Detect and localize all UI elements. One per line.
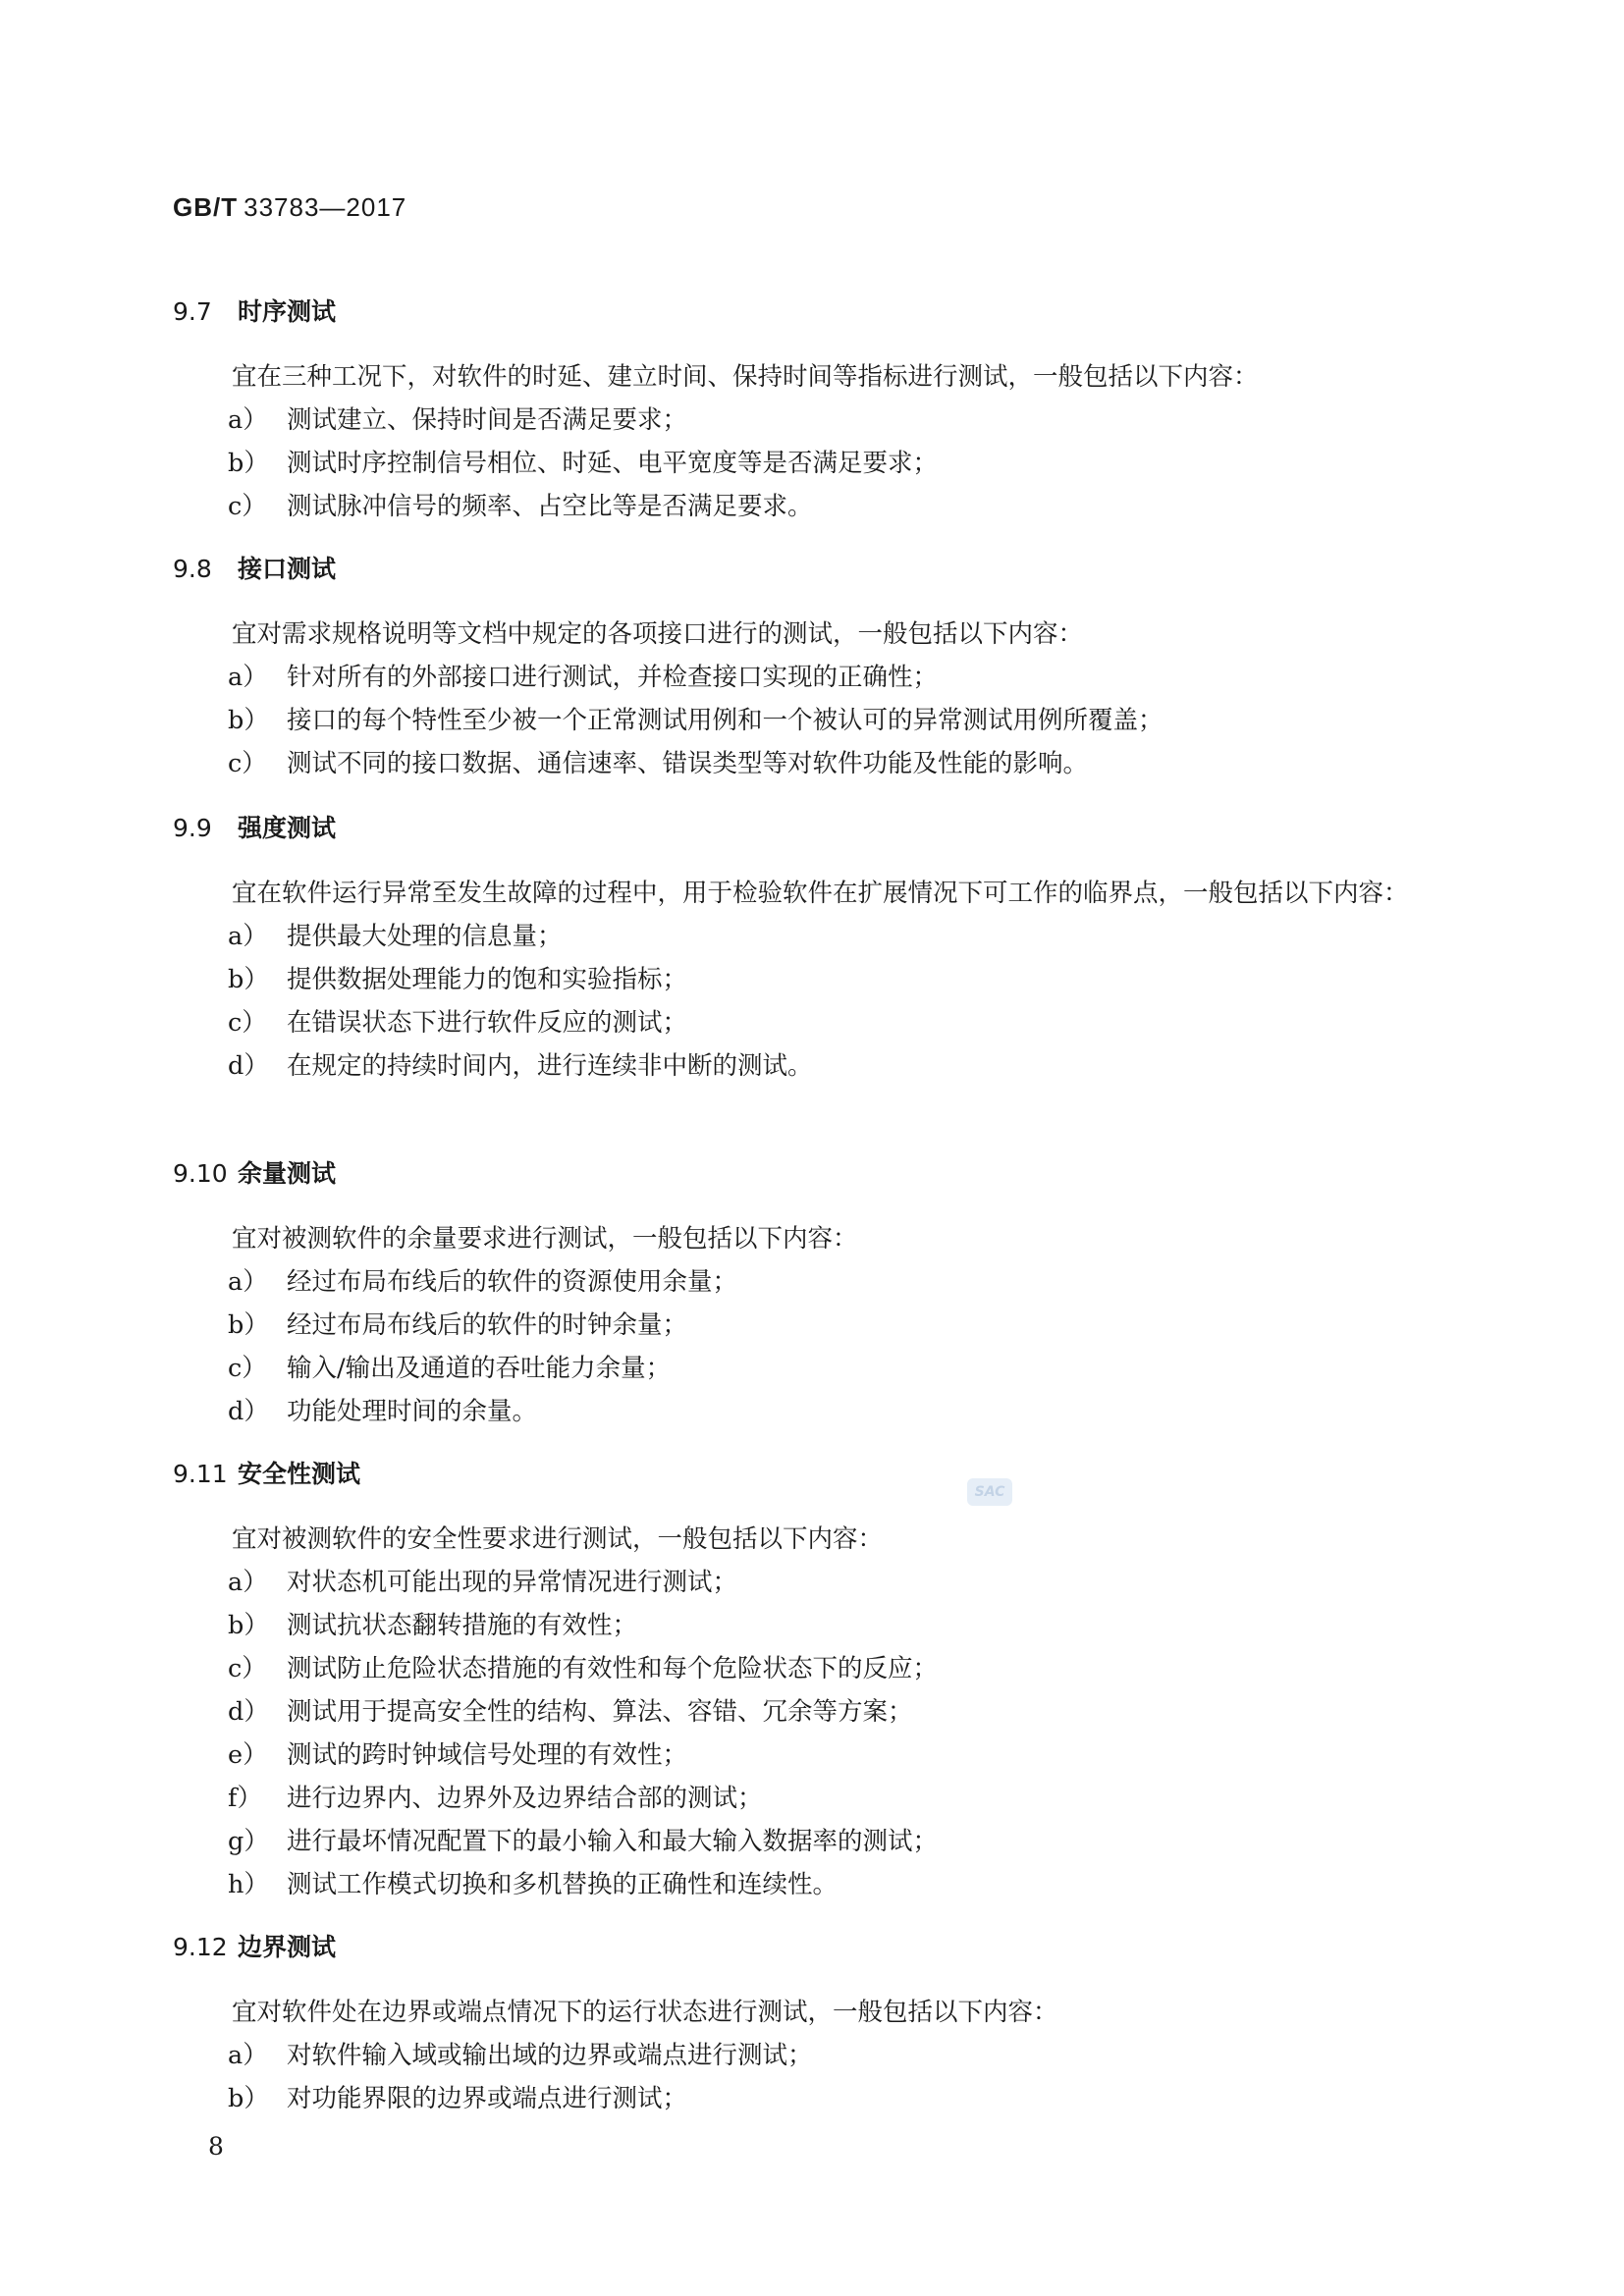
section-heading <box>173 1453 1459 1496</box>
list-item-text: 测试用于提高安全性的结构、算法、容错、冗余等方案； <box>287 1697 913 1727</box>
section-title: 时序测试 <box>238 297 337 326</box>
section-title: 边界测试 <box>238 1933 337 1961</box>
list-item-label: c） <box>228 1008 267 1038</box>
list-item-text: 在规定的持续时间内，进行连续非中断的测试。 <box>287 1051 813 1081</box>
section-heading <box>173 1152 1459 1196</box>
list-item <box>173 485 1459 528</box>
section-number: 9.10 <box>173 1159 228 1188</box>
list-item-label: c） <box>228 1654 267 1683</box>
section-title: 余量测试 <box>238 1159 337 1188</box>
list-item-label: b） <box>228 1611 269 1640</box>
section-intro: 宜在三种工况下，对软件的时延、建立时间、保持时间等指标进行测试，一般包括以下内容： <box>232 362 1259 392</box>
list-item-text: 功能处理时间的余量。 <box>287 1397 538 1426</box>
list-item-label: a） <box>228 663 268 692</box>
list-item <box>173 1777 1459 1820</box>
section-9-12 <box>173 1926 1459 2120</box>
section-title: 接口测试 <box>238 555 337 583</box>
section-intro: 宜对软件处在边界或端点情况下的运行状态进行测试，一般包括以下内容： <box>232 1998 1058 2027</box>
list-item <box>173 2077 1459 2120</box>
list-item-label: e） <box>228 1740 268 1770</box>
list-item-label: a） <box>228 1568 268 1597</box>
list-item <box>173 1044 1459 1088</box>
list-item-label: b） <box>228 449 269 478</box>
list-item <box>173 442 1459 485</box>
list-item-text: 测试建立、保持时间是否满足要求； <box>287 405 688 435</box>
list-item-label: b） <box>228 1310 269 1340</box>
list-item-text: 测试防止危险状态措施的有效性和每个危险状态下的反应； <box>287 1654 939 1683</box>
list-item-label: a） <box>228 405 268 435</box>
list-item-text: 输入/输出及通道的吞吐能力余量； <box>287 1354 672 1383</box>
list-item-text: 测试时序控制信号相位、时延、电平宽度等是否满足要求； <box>287 449 939 478</box>
list-item <box>173 699 1459 742</box>
list-item-text: 测试脉冲信号的频率、占空比等是否满足要求。 <box>287 492 813 521</box>
list-item <box>173 2034 1459 2077</box>
list-item-text: 测试的跨时钟域信号处理的有效性； <box>287 1740 688 1770</box>
list-item <box>173 742 1459 785</box>
list-item-text: 对状态机可能出现的异常情况进行测试； <box>287 1568 738 1597</box>
section-9-11 <box>173 1453 1459 1906</box>
section-title: 强度测试 <box>238 814 337 842</box>
list-item <box>173 958 1459 1001</box>
list-item-label: c） <box>228 1354 267 1383</box>
list-item <box>173 656 1459 699</box>
standard-code: GB/T <box>173 192 239 222</box>
list-item <box>173 1734 1459 1777</box>
list-item <box>173 1390 1459 1433</box>
list-item-label: b） <box>228 965 269 994</box>
list-item <box>173 1690 1459 1734</box>
list-item-label: g） <box>228 1827 269 1856</box>
list-item <box>173 1647 1459 1690</box>
list-item-label: d） <box>228 1397 269 1426</box>
list-item <box>173 1863 1459 1906</box>
list-item <box>173 1820 1459 1863</box>
sac-watermark: SAC <box>967 1478 1012 1506</box>
list-item-label: b） <box>228 2084 269 2113</box>
section-intro: 宜对被测软件的安全性要求进行测试，一般包括以下内容： <box>232 1524 884 1554</box>
document-identifier <box>173 192 406 223</box>
page-number: 8 <box>208 2132 224 2161</box>
list-item-text: 在错误状态下进行软件反应的测试； <box>287 1008 688 1038</box>
section-9-7 <box>173 291 1459 528</box>
list-item <box>173 1001 1459 1044</box>
standard-number: 33783—2017 <box>244 192 407 222</box>
section-heading <box>173 1926 1459 1969</box>
list-item-label: a） <box>228 922 268 951</box>
list-item <box>173 1604 1459 1647</box>
list-item-text: 提供数据处理能力的饱和实验指标； <box>287 965 688 994</box>
list-item <box>173 1304 1459 1347</box>
list-item-label: c） <box>228 749 267 778</box>
list-item-text: 对软件输入域或输出域的边界或端点进行测试； <box>287 2041 813 2070</box>
list-item-text: 对功能界限的边界或端点进行测试； <box>287 2084 688 2113</box>
list-item-text: 进行边界内、边界外及边界结合部的测试； <box>287 1784 763 1813</box>
list-item-text: 测试不同的接口数据、通信速率、错误类型等对软件功能及性能的影响。 <box>287 749 1089 778</box>
list-item <box>173 915 1459 958</box>
section-number: 9.12 <box>173 1933 228 1961</box>
list-item-label: a） <box>228 2041 268 2070</box>
section-number: 9.11 <box>173 1460 228 1488</box>
section-heading <box>173 807 1459 850</box>
list-item-label: f） <box>228 1784 262 1813</box>
list-item <box>173 399 1459 442</box>
list-item-text: 测试抗状态翻转措施的有效性； <box>287 1611 638 1640</box>
list-item-text: 进行最坏情况配置下的最小输入和最大输入数据率的测试； <box>287 1827 939 1856</box>
section-intro: 宜对需求规格说明等文档中规定的各项接口进行的测试，一般包括以下内容： <box>232 619 1084 649</box>
section-intro: 宜在软件运行异常至发生故障的过程中，用于检验软件在扩展情况下可工作的临界点，一般包括以下内容： <box>232 879 1409 908</box>
section-9-9 <box>173 807 1459 1088</box>
section-heading <box>173 548 1459 591</box>
list-item-label: a） <box>228 1267 268 1297</box>
list-item-text: 经过布局布线后的软件的时钟余量； <box>287 1310 688 1340</box>
list-item-text: 针对所有的外部接口进行测试，并检查接口实现的正确性； <box>287 663 939 692</box>
list-item <box>173 1347 1459 1390</box>
list-item-text: 经过布局布线后的软件的资源使用余量； <box>287 1267 738 1297</box>
section-9-8 <box>173 548 1459 785</box>
section-number: 9.7 <box>173 297 212 326</box>
list-item <box>173 1260 1459 1304</box>
section-number: 9.8 <box>173 555 212 583</box>
list-item-label: d） <box>228 1697 269 1727</box>
list-item-text: 测试工作模式切换和多机替换的正确性和连续性。 <box>287 1870 839 1899</box>
section-heading <box>173 291 1459 334</box>
list-item-text: 提供最大处理的信息量； <box>287 922 563 951</box>
list-item-label: c） <box>228 492 267 521</box>
list-item-text: 接口的每个特性至少被一个正常测试用例和一个被认可的异常测试用例所覆盖； <box>287 706 1164 735</box>
section-9-10 <box>173 1152 1459 1433</box>
list-item-label: b） <box>228 706 269 735</box>
list-item-label: h） <box>228 1870 269 1899</box>
list-item-label: d） <box>228 1051 269 1081</box>
section-intro: 宜对被测软件的余量要求进行测试，一般包括以下内容： <box>232 1224 858 1254</box>
list-item <box>173 1561 1459 1604</box>
section-number: 9.9 <box>173 814 212 842</box>
section-title: 安全性测试 <box>238 1460 361 1488</box>
